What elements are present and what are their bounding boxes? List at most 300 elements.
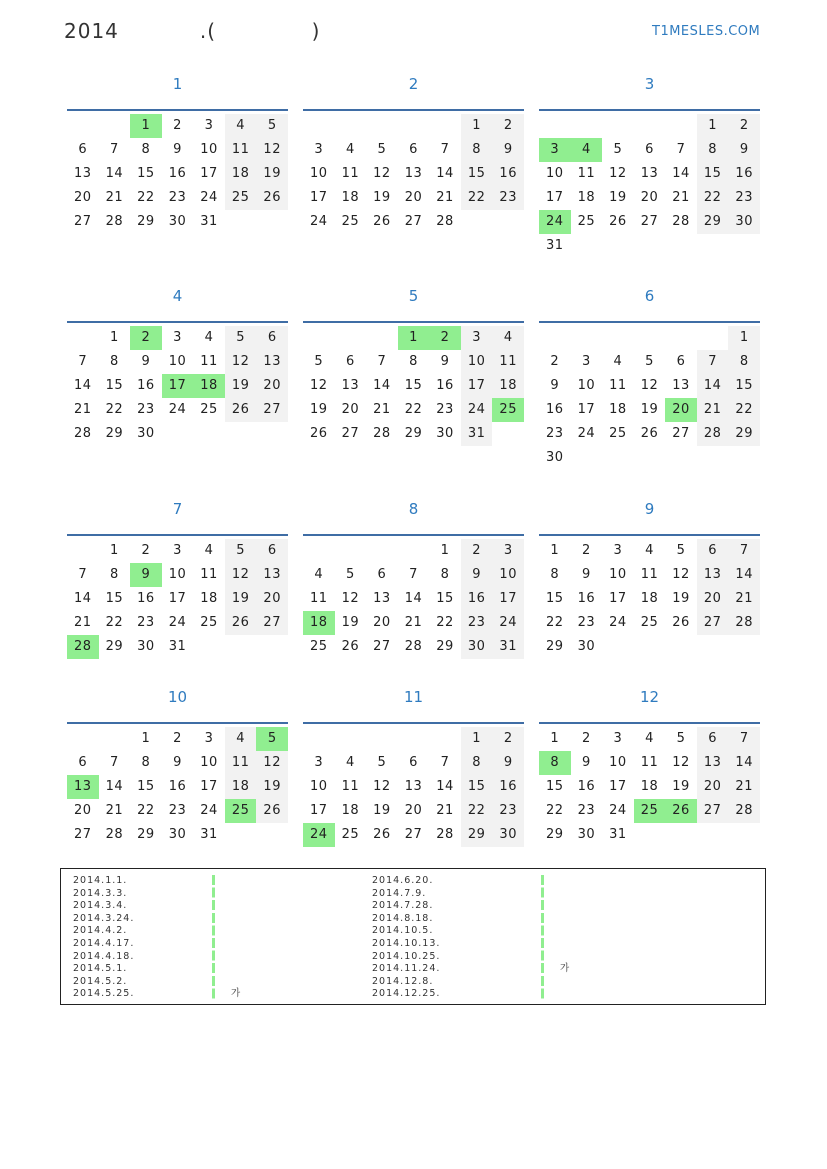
day-cell: 7 [78,567,88,582]
empty-cell [602,635,634,659]
day-cell: 1 [728,326,760,350]
day-cell: 28 [697,422,729,446]
day-cell: 26 [665,799,697,823]
month-title: 2 [408,75,419,93]
day-cell: 16 [728,162,760,186]
empty-cell [335,326,367,350]
day-grid [539,114,760,258]
empty-cell [602,326,634,350]
empty-cell [492,422,524,446]
empty-cell [539,326,571,350]
day-cell: 28 [67,635,99,659]
day-cell: 16 [577,779,596,794]
day-cell: 1 [141,731,151,746]
day-cell: 19 [256,162,288,186]
day-cell: 5 [225,539,257,563]
day-cell: 22 [436,615,454,630]
day-cell: 5 [676,543,686,558]
day-cell: 17 [461,374,493,398]
holiday-date: 2014.3.24. [73,912,135,924]
day-cell: 24 [609,803,627,818]
empty-cell [665,326,697,350]
day-cell: 20 [640,190,659,205]
day-cell: 12 [672,567,690,582]
day-cell: 19 [256,775,288,799]
empty-cell [99,114,131,138]
month-divider [67,722,288,724]
day-cell: 25 [634,799,666,823]
holiday-date: 2014.5.1. [73,963,128,975]
empty-cell [398,114,430,138]
day-cell: 31 [200,827,218,842]
empty-cell [225,635,257,659]
empty-cell [256,210,288,234]
empty-cell [571,114,603,138]
day-cell: 15 [137,166,155,181]
day-cell: 15 [697,162,729,186]
day-cell: 30 [492,823,524,847]
day-cell: 15 [137,779,155,794]
day-cell: 29 [697,210,729,234]
day-cell: 2 [130,326,162,350]
day-cell: 4 [645,543,654,558]
month-2 [303,74,524,229]
month-divider [539,109,760,111]
day-cell: 23 [577,803,596,818]
day-cell: 4 [204,330,214,345]
day-cell: 18 [303,611,335,635]
day-cell: 18 [341,190,360,205]
day-cell: 15 [105,378,124,393]
day-cell: 23 [436,402,454,417]
day-cell: 27 [404,214,423,229]
day-cell: 11 [341,779,360,794]
day-cell: 27 [74,827,92,842]
month-1 [67,74,288,229]
day-cell: 21 [105,190,124,205]
empty-cell [665,823,697,847]
day-cell: 1 [440,543,450,558]
holiday-name: 가 [560,963,570,975]
day-cell: 28 [373,426,391,441]
empty-cell [225,823,257,847]
empty-cell [256,422,288,446]
day-cell: 10 [168,567,187,582]
day-cell: 8 [109,354,119,369]
month-4 [67,286,288,441]
empty-cell [665,114,697,138]
day-cell: 9 [492,138,524,162]
day-cell: 13 [697,751,729,775]
day-cell: 14 [404,591,423,606]
day-grid [303,114,524,234]
month-8 [303,499,524,654]
day-cell: 18 [225,162,257,186]
month-11 [303,687,524,842]
holiday-name [560,875,569,888]
day-cell: 21 [74,615,92,630]
day-cell: 6 [409,755,418,770]
day-cell: 19 [225,587,257,611]
empty-cell [634,234,666,258]
day-cell: 11 [640,755,659,770]
day-cell: 2 [429,326,461,350]
holiday-name [231,976,240,989]
holiday-date: 2014.3.3. [73,887,128,899]
day-cell: 24 [200,190,218,205]
day-cell: 20 [256,587,288,611]
day-cell: 27 [697,611,729,635]
day-cell: 3 [204,118,214,133]
day-cell: 23 [577,615,596,630]
day-cell: 12 [225,563,257,587]
day-cell: 5 [256,727,288,751]
day-cell: 25 [341,827,360,842]
holiday-date: 2014.7.9. [372,887,427,899]
holiday-name [560,888,569,901]
day-cell: 23 [546,426,564,441]
day-cell: 19 [225,374,257,398]
day-grid [67,539,288,659]
day-cell: 18 [577,190,596,205]
day-cell: 2 [581,731,591,746]
day-cell: 16 [137,378,155,393]
day-cell: 30 [577,827,596,842]
holiday-date: 2014.10.5. [372,925,434,937]
month-title: 7 [172,500,183,518]
day-cell: 5 [345,567,355,582]
day-cell: 27 [341,426,360,441]
page-title: 2014 .( ) [64,19,321,43]
day-cell: 18 [225,775,257,799]
empty-cell [256,635,288,659]
day-cell: 9 [492,751,524,775]
day-cell: 12 [373,779,391,794]
day-cell: 6 [676,354,686,369]
day-cell: 7 [377,354,387,369]
month-divider [67,534,288,536]
holiday-date: 2014.5.2. [73,975,128,987]
day-cell: 6 [78,755,88,770]
empty-cell [67,326,99,350]
day-cell: 12 [373,166,391,181]
day-cell: 26 [256,186,288,210]
day-cell: 11 [225,751,257,775]
day-cell: 3 [613,731,623,746]
day-cell: 30 [546,450,564,465]
day-cell: 6 [377,567,387,582]
month-divider [67,109,288,111]
day-cell: 29 [105,639,124,654]
empty-cell [571,234,603,258]
day-cell: 28 [672,214,690,229]
day-cell: 4 [225,727,257,751]
day-cell: 11 [341,166,360,181]
day-cell: 22 [461,186,493,210]
day-cell: 4 [225,114,257,138]
day-cell: 1 [461,114,493,138]
day-cell: 4 [345,142,355,157]
day-cell: 13 [256,350,288,374]
month-divider [303,534,524,536]
day-cell: 31 [461,422,493,446]
month-divider [303,722,524,724]
day-cell: 11 [200,567,218,582]
day-cell: 17 [200,779,218,794]
day-cell: 27 [256,398,288,422]
day-cell: 12 [256,138,288,162]
day-cell: 2 [492,114,524,138]
holiday-name [560,913,569,926]
day-cell: 13 [640,166,659,181]
day-cell: 9 [581,755,591,770]
day-cell: 12 [310,378,328,393]
day-cell: 30 [728,210,760,234]
day-cell: 30 [436,426,454,441]
day-cell: 9 [550,378,560,393]
day-cell: 14 [728,751,760,775]
day-cell: 6 [78,142,88,157]
day-cell: 27 [672,426,690,441]
day-cell: 12 [341,591,360,606]
day-cell: 7 [728,727,760,751]
day-cell: 15 [105,591,124,606]
day-cell: 1 [697,114,729,138]
holiday-name [231,913,240,926]
day-cell: 22 [137,803,155,818]
empty-cell [665,635,697,659]
holiday-name [231,888,240,901]
day-cell: 10 [200,755,218,770]
day-cell: 21 [697,398,729,422]
empty-cell [571,446,603,470]
holiday-name [231,925,240,938]
day-cell: 14 [74,591,92,606]
empty-cell [634,114,666,138]
day-cell: 4 [492,326,524,350]
day-cell: 28 [436,214,454,229]
day-cell: 22 [546,803,564,818]
day-cell: 30 [577,639,596,654]
day-cell: 11 [310,591,328,606]
day-cell: 8 [728,350,760,374]
empty-cell [634,446,666,470]
day-grid [539,727,760,847]
day-cell: 5 [377,755,387,770]
day-cell: 15 [546,779,564,794]
day-cell: 28 [404,639,423,654]
day-cell: 3 [613,543,623,558]
day-cell: 31 [200,214,218,229]
day-cell: 23 [461,611,493,635]
day-cell: 25 [200,615,218,630]
day-cell: 9 [728,138,760,162]
empty-cell [398,539,430,563]
holiday-marker-bar-left [212,875,215,1000]
holiday-name [560,900,569,913]
day-cell: 12 [672,755,690,770]
day-cell: 19 [341,615,360,630]
day-cell: 22 [105,615,124,630]
month-title: 5 [408,287,419,305]
empty-cell [697,234,729,258]
holiday-name [231,951,240,964]
day-cell: 13 [672,378,690,393]
empty-cell [366,539,398,563]
day-cell: 11 [225,138,257,162]
day-cell: 10 [546,166,564,181]
month-title: 11 [403,688,424,706]
day-cell: 27 [404,827,423,842]
day-cell: 20 [373,615,391,630]
month-6 [539,286,760,465]
day-cell: 28 [436,827,454,842]
day-cell: 4 [613,354,623,369]
day-cell: 28 [728,611,760,635]
empty-cell [335,727,367,751]
day-cell: 26 [341,639,360,654]
day-cell: 26 [310,426,328,441]
day-cell: 13 [256,563,288,587]
day-cell: 8 [539,751,571,775]
day-cell: 18 [609,402,627,417]
day-cell: 23 [137,615,155,630]
brand-logo-text[interactable]: T1MESLES.COM [652,24,761,39]
day-cell: 14 [672,166,690,181]
month-divider [303,321,524,323]
holiday-date: 2014.10.13. [372,937,441,949]
day-cell: 3 [314,142,324,157]
day-cell: 24 [492,611,524,635]
day-cell: 8 [409,354,418,369]
month-10 [67,687,288,842]
day-cell: 24 [609,615,627,630]
day-cell: 25 [341,214,360,229]
day-grid [303,539,524,659]
day-cell: 21 [404,615,423,630]
day-cell: 17 [546,190,564,205]
day-cell: 25 [225,186,257,210]
month-3 [539,74,760,253]
day-cell: 15 [436,591,454,606]
day-cell: 10 [168,354,187,369]
day-cell: 27 [373,639,391,654]
day-cell: 6 [256,539,288,563]
empty-cell [67,539,99,563]
day-cell: 8 [109,567,119,582]
day-cell: 13 [373,591,391,606]
day-cell: 15 [728,374,760,398]
empty-cell [335,114,367,138]
day-cell: 14 [436,779,454,794]
month-title: 9 [644,500,655,518]
day-cell: 23 [492,186,524,210]
day-cell: 24 [200,803,218,818]
day-cell: 3 [204,731,214,746]
holiday-name [231,938,240,951]
day-cell: 22 [546,615,564,630]
day-cell: 8 [461,751,493,775]
day-cell: 10 [609,567,627,582]
empty-cell [665,234,697,258]
day-cell: 7 [676,142,686,157]
day-cell: 18 [640,779,659,794]
day-cell: 21 [672,190,690,205]
empty-cell [728,635,760,659]
empty-cell [225,210,257,234]
day-cell: 21 [436,803,454,818]
day-cell: 12 [225,350,257,374]
day-cell: 3 [492,539,524,563]
day-cell: 30 [137,426,155,441]
holiday-marker-bar-right [541,875,544,1000]
day-cell: 20 [74,190,92,205]
holiday-date: 2014.5.25. [73,988,135,1000]
empty-cell [429,727,461,751]
day-cell: 19 [609,190,627,205]
day-cell: 17 [609,779,627,794]
day-cell: 14 [105,166,124,181]
month-divider [67,321,288,323]
day-cell: 5 [645,354,654,369]
day-cell: 29 [404,426,423,441]
day-cell: 5 [377,142,387,157]
empty-cell [634,823,666,847]
day-cell: 18 [640,591,659,606]
month-title: 12 [639,688,660,706]
day-cell: 13 [67,775,99,799]
empty-cell [697,446,729,470]
empty-cell [602,114,634,138]
day-cell: 20 [697,587,729,611]
day-cell: 18 [492,374,524,398]
day-cell: 9 [461,563,493,587]
day-cell: 10 [200,142,218,157]
day-cell: 30 [168,214,187,229]
holiday-date: 2014.12.25. [372,988,441,1000]
day-cell: 29 [461,823,493,847]
day-cell: 1 [398,326,430,350]
empty-cell [398,727,430,751]
day-cell: 1 [109,330,119,345]
day-cell: 10 [310,779,328,794]
day-cell: 21 [74,402,92,417]
empty-cell [67,727,99,751]
empty-cell [303,539,335,563]
day-cell: 2 [173,118,182,133]
day-cell: 13 [404,166,423,181]
month-title: 10 [167,688,188,706]
empty-cell [429,114,461,138]
day-cell: 25 [310,639,328,654]
empty-cell [571,326,603,350]
month-title: 6 [644,287,655,305]
day-cell: 11 [492,350,524,374]
day-cell: 19 [672,779,690,794]
day-cell: 20 [404,190,423,205]
day-cell: 1 [461,727,493,751]
day-cell: 4 [204,543,214,558]
day-cell: 10 [310,166,328,181]
day-cell: 20 [74,803,92,818]
day-cell: 17 [168,591,187,606]
day-cell: 18 [341,803,360,818]
day-cell: 28 [105,214,124,229]
day-cell: 23 [492,799,524,823]
day-cell: 26 [373,827,391,842]
day-cell: 20 [404,803,423,818]
month-title: 4 [172,287,183,305]
